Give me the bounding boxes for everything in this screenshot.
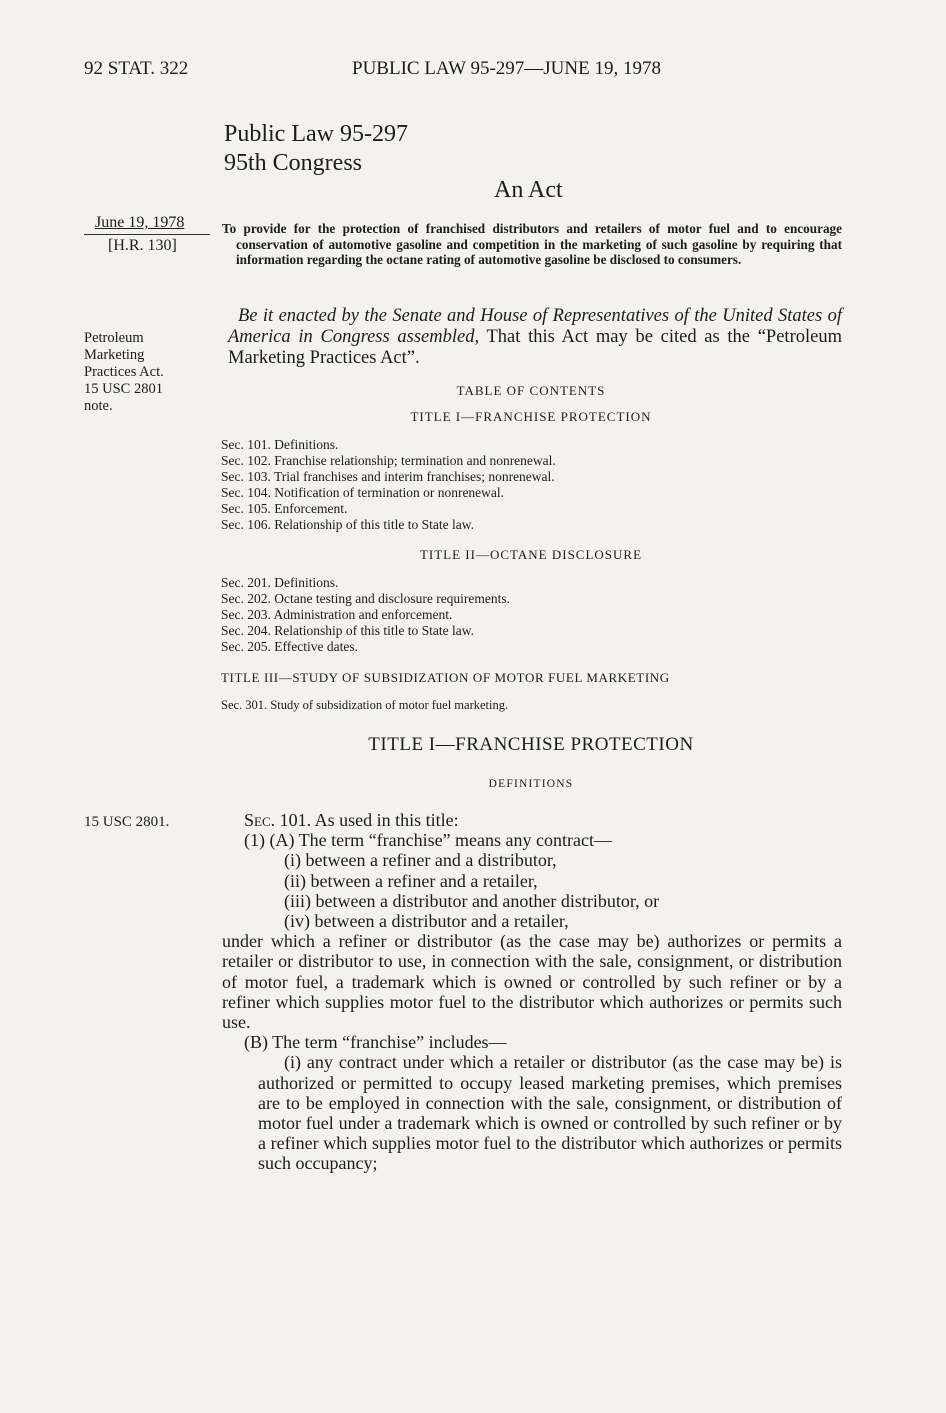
margin-note-line: 15 USC 2801 — [84, 381, 163, 397]
margin-date: June 19, 1978 — [95, 214, 185, 231]
toc-entry: Sec. 204. Relationship of this title to State law. — [221, 623, 474, 638]
law-number: Public Law 95-297 — [224, 121, 408, 147]
toc-list — [221, 437, 556, 533]
list-item: (ii) between a refiner and a retailer, — [284, 870, 538, 891]
margin-note — [84, 330, 204, 415]
margin-rule — [84, 234, 210, 235]
para-1a: (1) (A) The term “franchise” means any contract— — [244, 830, 612, 851]
toc-entry: Sec. 102. Franchise relationship; termination and nonrenewal. — [221, 453, 556, 468]
running-title: PUBLIC LAW 95-297—JUNE 19, 1978 — [352, 58, 661, 79]
toc-entry: Sec. 106. Relationship of this title to State law. — [221, 517, 474, 532]
toc-title-heading: TITLE III—STUDY OF SUBSIDIZATION OF MOTOR FUEL MARKETING — [221, 670, 670, 685]
margin-note-line: Petroleum — [84, 330, 144, 346]
para-1b: (B) The term “franchise” includes— — [244, 1032, 507, 1053]
purpose-clause — [222, 221, 842, 268]
toc-entry: Sec. 104. Notification of termination or nonrenewal. — [221, 485, 505, 500]
para-under: under which a refiner or distributor (as the case may be) authorizes or permits a retailer or distributor to use, in connection with the sale, consignment, or distribution of motor fuel, a trademark which is owned or controlled by such refiner or by a refiner which supplies motor fuel to the distributor which authorizes or permits such use. — [222, 931, 842, 1033]
section-body — [222, 810, 842, 1174]
toc-title-heading: TITLE I—FRANCHISE PROTECTION — [410, 409, 652, 424]
margin-bill-number: [H.R. 130] — [108, 237, 177, 254]
item-b-i: (i) any contract under which a retailer or distributor (as the case may be) is authorized or permitted to occupy leased marketing premises, which premises are to be employed in connection with the sale, consignment, or distribution of motor fuel under a trademark which is owned or controlled by such refiner or by a refiner which supplies motor fuel to the distributor which authorizes or permits such occupancy; — [258, 1052, 842, 1174]
sec-label: Sec. — [244, 810, 276, 830]
margin-note-line: Practices Act. — [84, 364, 164, 380]
toc-entry: Sec. 201. Definitions. — [221, 575, 339, 590]
margin-note-line: Marketing — [84, 347, 145, 363]
toc-list — [221, 575, 510, 655]
page-reference: 92 STAT. 322 — [84, 58, 189, 79]
purpose-text: To provide for the protection of franchised distributors and retailers of motor fuel and to encourage conservation of automotive gasoline and competition in the marketing of such gasoline by requiring that information regarding the octane rating of automotive gasoline be disclosed to consumers. — [222, 221, 842, 267]
toc-title-heading: TITLE II—OCTANE DISCLOSURE — [419, 547, 643, 562]
toc-heading: TABLE OF CONTENTS — [456, 383, 606, 398]
toc-entry: Sec. 105. Enforcement. — [221, 501, 348, 516]
section-intro — [228, 810, 842, 830]
enacting-clause-rest: That this Act may be cited as the “Petroleum Marketing Practices Act”. — [228, 327, 842, 368]
toc-entry: Sec. 202. Octane testing and disclosure requirements. — [221, 591, 511, 606]
toc-entry: Sec. 205. Effective dates. — [221, 639, 358, 654]
title-heading: TITLE I—FRANCHISE PROTECTION — [368, 734, 694, 755]
section-heading: DEFINITIONS — [488, 778, 574, 790]
list-item: (iv) between a distributor and a retailer, — [284, 911, 569, 932]
margin-note-line: note. — [84, 398, 113, 414]
sec-intro-text: 101. As used in this title: — [275, 810, 459, 830]
act-label: An Act — [494, 177, 563, 203]
law-title-block — [224, 120, 408, 178]
list-item: (i) between a refiner and a distributor, — [284, 850, 557, 871]
congress: 95th Congress — [224, 150, 362, 176]
toc-entry: Sec. 301. Study of subsidization of motor fuel marketing. — [221, 698, 509, 712]
toc-entry: Sec. 103. Trial franchises and interim franchises; nonrenewal. — [221, 469, 555, 484]
toc-entry: Sec. 101. Definitions. — [221, 437, 339, 452]
toc-entry: Sec. 203. Administration and enforcement. — [221, 607, 453, 622]
toc-list — [221, 697, 508, 713]
enacting-clause — [228, 306, 842, 369]
margin-usc-cite: 15 USC 2801. — [84, 814, 170, 830]
list-item: (iii) between a distributor and another distributor, or — [284, 890, 660, 911]
enacting-clause-italic: Be it enacted by the Senate and House of Representatives of the United States of America in Congress assembled, — [228, 306, 842, 347]
